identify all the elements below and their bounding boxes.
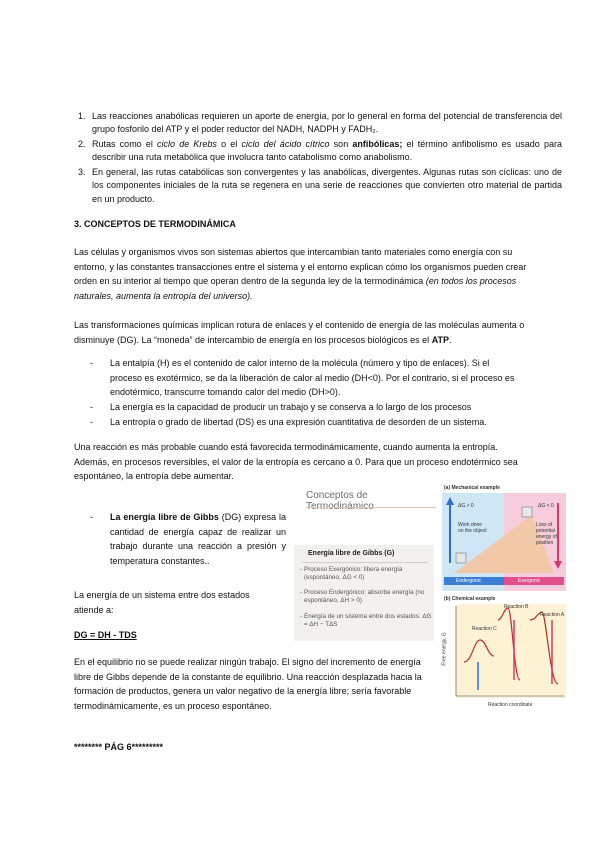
list-text: Las reacciones anabólicas requieren un aporte de energía, por lo general en forma del potencial de transferencia del grupo fosforilo del ATP y el poder reductor del NADH, NADPH y FADH₂. xyxy=(92,111,562,135)
box-divider xyxy=(302,562,428,563)
citric-italic: ciclo del ácido cítrico xyxy=(241,139,330,149)
panel-b-label: (b) Chemical example xyxy=(444,596,496,602)
krebs-italic: ciclo de Krebs xyxy=(157,139,217,149)
paragraph-equilibrium: En el equilibrio no se puede realizar ningún trabajo. El signo del incremento de energía libre de Gibbs depende de la constante de equilibrio. Una reacción desplazada hacia la formación de productos, genera un valor negativo de la energía libre; sería favorable termodinámicamente, es un proceso espontáneo. xyxy=(74,657,422,711)
reaction-b-label: Reaction B xyxy=(504,604,529,610)
list-number: 3. xyxy=(78,167,86,177)
list-item-2 xyxy=(78,138,562,165)
list-item-1 xyxy=(78,110,562,137)
para-italic: (en todos los procesos naturales, aumenta la entropía del universo). xyxy=(74,276,517,301)
list-item-3 xyxy=(78,166,562,206)
dash-bullet: - xyxy=(90,417,93,427)
dash-text: La entropía o grado de libertad (DS) es una expresión cuantitativa de desorden de un sistema. xyxy=(110,417,487,427)
dash-text: La entalpía (H) es el contenido de calor interno de la molécula (número y tipo de enlaces). Si el proceso es exotérmico, se da la liberación de calor al medio (DH<0). Por el contrario, si el proceso es endotérmico, transcurre tomando calor del medio (DH>0). xyxy=(110,358,515,398)
work-done-label: Work done on the object xyxy=(458,522,487,534)
para-text: Las transformaciones químicas implican rotura de enlaces y el contenido de energía de las moléculas aumenta o disminuye (DG). La “moneda” de intercambio de energía en los procesos biológicos es el xyxy=(74,320,525,345)
dash-text: La energía es la capacidad de producir un trabajo y se conserva a lo largo de los procesos xyxy=(110,402,472,412)
reaction-a-label: Reaction A xyxy=(540,612,565,618)
curve-b xyxy=(498,608,520,680)
dash-bullet: - xyxy=(90,512,93,522)
dash-bullet: - xyxy=(90,358,93,368)
dash-item-gibbs xyxy=(90,510,287,568)
list-number: 2. xyxy=(78,139,86,149)
box-item-endergonic: - Proceso Endergónico: absorbe energía (no espontáneo, ΔH > 0) xyxy=(304,589,432,605)
box-item-exergonic: - Proceso Exergónico: libera energía (espontáneo, ΔG < 0) xyxy=(304,566,432,582)
list-text: son xyxy=(329,139,353,149)
incline-diagram xyxy=(442,493,566,605)
slide-title: Conceptos de xyxy=(306,490,368,501)
mechanical-chemical-panel xyxy=(442,476,566,712)
slide-divider xyxy=(306,507,436,508)
dash-item-entropy xyxy=(90,415,550,430)
para-text: Las células y organismos vivos son sistemas abiertos que intercambian tanto materiales como energía con su entorno, y las constantes transacciones entre el sistema y el entorno explican cómo los organismos pueden crear orden en su interior al tiempo que operan dentro de la segunda ley de la termodinámica xyxy=(74,247,527,287)
thermodynamics-figure xyxy=(296,476,566,712)
exergonic-label: Exergonic xyxy=(518,578,541,584)
paragraph-energy-states: La energía de un sistema entre dos estados atiende a: xyxy=(74,590,250,615)
para-text: Una reacción es más probable cuando está favorecida termodinámicamente, cuando aumenta la entropía. Además, en procesos reversibles, el valor de la entropía es cercano a 0. Para que un proceso endotérmico sea espontáneo, la entropía debe aumentar. xyxy=(74,442,518,482)
list-text: el término anfibolismo es usado para describir una ruta metabólica que involucra tanto catabolismo como anabolismo. xyxy=(92,139,562,163)
list-text: Rutas como el xyxy=(92,139,158,149)
section-heading: 3. CONCEPTOS DE TERMODINÁMICA xyxy=(74,219,236,229)
dash-text: (DG) expresa la cantidad de energía capaz de realizar un trabajo durante una reacción a presión y temperatura constantes.. xyxy=(110,512,287,566)
curve-a xyxy=(530,612,558,684)
page-footer: ******** PÁG 6********* xyxy=(74,742,164,752)
gibbs-bold: La energía libre de Gibbs xyxy=(110,512,219,522)
block-top xyxy=(522,507,532,517)
dash-item-enthalpy xyxy=(90,356,520,400)
formula-text: DG = DH - TDS xyxy=(74,630,137,640)
gibbs-box-title: Energía libre de Gibbs (G) xyxy=(308,550,395,557)
slide-panel xyxy=(296,476,436,712)
curve-c xyxy=(464,640,494,662)
list-text: En general, las rutas catabólicas son convergentes y las anabólicas, divergentes. Algunas rutas son cíclicas: uno de los componentes iniciales de la ruta se regenera en una serie de reacciones que convierten otro material de partida en un producto. xyxy=(92,167,562,204)
blue-arrowhead xyxy=(446,497,454,505)
paragraph-open-systems xyxy=(74,245,536,303)
x-axis-label: Reaction coordinate xyxy=(488,702,533,708)
y-axis-label: Free energy, G xyxy=(441,632,448,666)
reaction-c-label: Reaction C xyxy=(472,626,497,632)
gibbs-formula xyxy=(74,630,137,640)
dg-negative: ΔG < 0 xyxy=(538,503,554,509)
paragraph-transformations xyxy=(74,318,548,347)
panel-a-label: (a) Mechanical example xyxy=(444,485,500,491)
pink-arrowhead xyxy=(554,561,562,569)
para-text: . xyxy=(449,334,452,345)
box-item-formula: - Energía de un sistema entre dos estados: ΔG = ΔH − TΔS xyxy=(304,613,432,629)
list-text: o el xyxy=(216,139,242,149)
dash-bullet: - xyxy=(90,402,93,412)
anfibolicas-bold: anfibólicas; xyxy=(352,139,403,149)
atp-bold: ATP xyxy=(431,334,450,345)
dash-item-energy xyxy=(90,400,550,415)
list-number: 1. xyxy=(78,111,86,121)
dg-positive: ΔG > 0 xyxy=(458,503,474,509)
endergonic-label: Endergonic xyxy=(456,578,482,584)
loss-energy-label: Loss of potential energy of position xyxy=(536,522,557,546)
block-bottom xyxy=(456,553,466,563)
